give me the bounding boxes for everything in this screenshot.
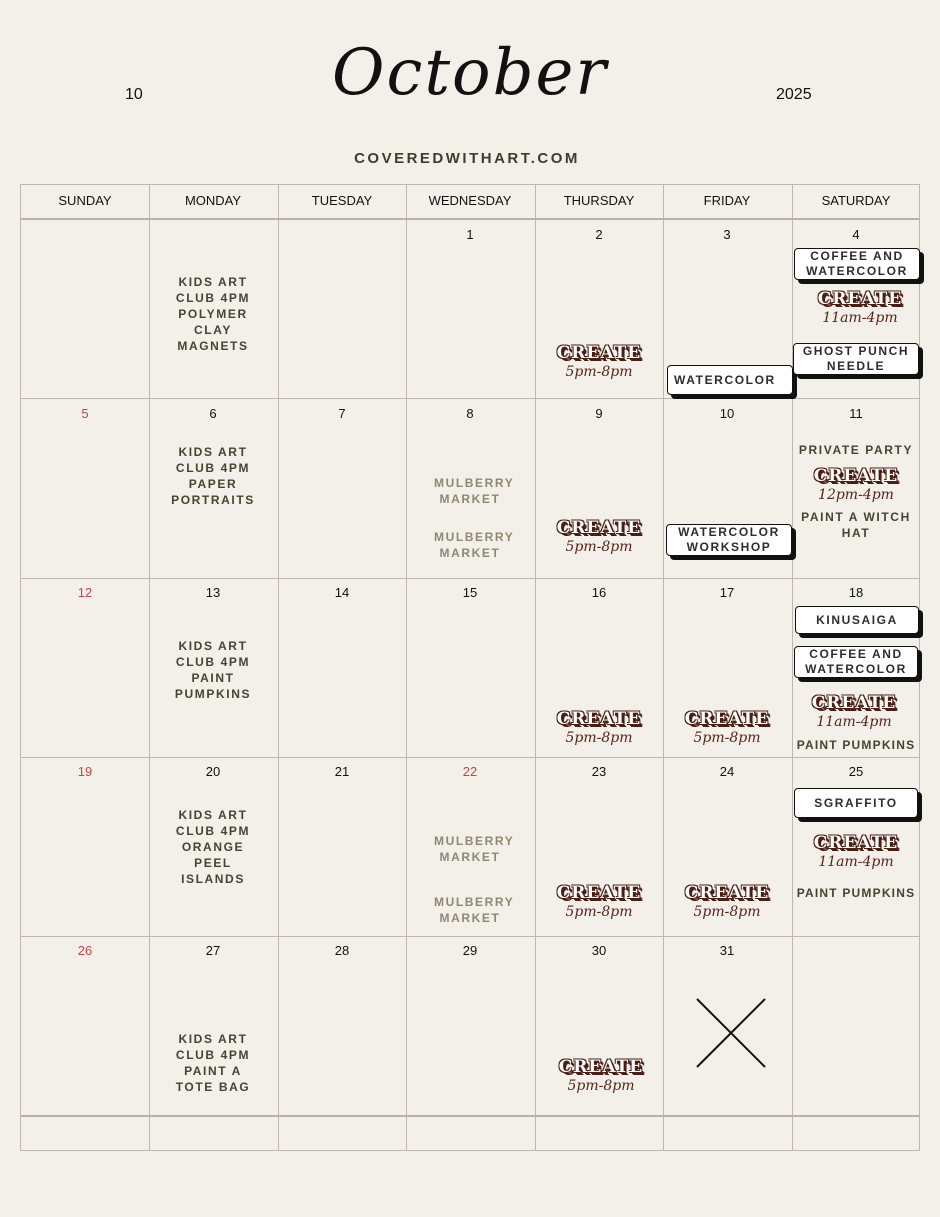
date-number: 4 bbox=[852, 227, 860, 242]
date-number: 8 bbox=[466, 406, 474, 421]
date-number: 1 bbox=[466, 227, 474, 242]
create-time: 12pm-4pm bbox=[818, 487, 894, 503]
grid-divider bbox=[21, 218, 919, 220]
create-label: CREATE bbox=[811, 693, 897, 713]
grid-divider bbox=[21, 1115, 919, 1117]
date-number: 15 bbox=[462, 585, 478, 600]
create-time: 11am-4pm bbox=[816, 714, 892, 730]
event-private-party: PRIVATE PARTY bbox=[798, 443, 914, 457]
event-kids-art-club: KIDS ART CLUB 4PM PAPER PORTRAITS bbox=[171, 445, 255, 507]
create-time: 11am-4pm bbox=[822, 310, 898, 326]
grid-divider bbox=[21, 398, 919, 399]
date-number: 26 bbox=[77, 943, 93, 958]
event-mulberry-market: MULBERRY MARKET bbox=[434, 476, 515, 506]
date-number: 3 bbox=[723, 227, 731, 242]
create-event bbox=[796, 289, 924, 327]
date-number: 5 bbox=[81, 406, 89, 421]
create-label: CREATE bbox=[558, 1057, 644, 1077]
event-paint-pumpkins: PAINT PUMPKINS bbox=[796, 738, 916, 752]
create-label: CREATE bbox=[813, 466, 899, 486]
date-number: 30 bbox=[591, 943, 607, 958]
date-number: 9 bbox=[595, 406, 603, 421]
event-watercolor: WATERCOLOR bbox=[667, 365, 793, 395]
date-number: 7 bbox=[338, 406, 346, 421]
create-label: CREATE bbox=[817, 289, 903, 309]
date-number: 10 bbox=[719, 406, 735, 421]
date-number: 21 bbox=[334, 764, 350, 779]
grid-divider bbox=[278, 185, 279, 1150]
create-label: CREATE bbox=[556, 343, 642, 363]
date-number: 28 bbox=[334, 943, 350, 958]
event-sgraffito: SGRAFFITO bbox=[794, 788, 918, 818]
date-number: 20 bbox=[205, 764, 221, 779]
date-number: 2 bbox=[595, 227, 603, 242]
date-number: 29 bbox=[462, 943, 478, 958]
create-time: 5pm-8pm bbox=[565, 364, 633, 380]
weekday-monday: MONDAY bbox=[184, 193, 242, 208]
event-paint-pumpkins: PAINT PUMPKINS bbox=[796, 886, 916, 900]
create-event bbox=[535, 343, 663, 381]
grid-divider bbox=[21, 578, 919, 579]
event-kids-art-club: KIDS ART CLUB 4PM PAINT PUMPKINS bbox=[174, 639, 252, 701]
weekday-saturday: SATURDAY bbox=[821, 193, 891, 208]
create-time: 5pm-8pm bbox=[565, 539, 633, 555]
event-kids-art-club: KIDS ART CLUB 4PM POLYMER CLAY MAGNETS bbox=[175, 275, 251, 353]
grid-divider bbox=[792, 185, 793, 1150]
date-number: 11 bbox=[849, 406, 863, 421]
grid-divider bbox=[663, 185, 664, 1150]
event-watercolor-workshop: WATERCOLOR WORKSHOP bbox=[666, 524, 792, 556]
grid-divider bbox=[21, 757, 919, 758]
event-mulberry-market: MULBERRY MARKET bbox=[434, 530, 515, 560]
event-ghost-punch-needle: GHOST PUNCH NEEDLE bbox=[793, 343, 919, 375]
create-time: 5pm-8pm bbox=[565, 904, 633, 920]
year: 2025 bbox=[776, 86, 812, 103]
weekday-wednesday: WEDNESDAY bbox=[428, 193, 512, 208]
weekday-sunday: SUNDAY bbox=[58, 193, 112, 208]
create-event bbox=[663, 709, 791, 747]
create-event bbox=[535, 518, 663, 556]
date-number: 14 bbox=[334, 585, 350, 600]
create-event bbox=[537, 1057, 665, 1095]
weekday-thursday: THURSDAY bbox=[563, 193, 635, 208]
event-kinusaiga: KINUSAIGA bbox=[795, 606, 919, 634]
event-kids-art-club: KIDS ART CLUB 4PM PAINT A TOTE BAG bbox=[175, 1032, 251, 1094]
event-coffee-watercolor: COFFEE AND WATERCOLOR bbox=[794, 646, 918, 678]
create-time: 5pm-8pm bbox=[693, 730, 761, 746]
create-label: CREATE bbox=[556, 518, 642, 538]
date-number: 31 bbox=[719, 943, 735, 958]
create-label: CREATE bbox=[684, 883, 770, 903]
create-label: CREATE bbox=[556, 883, 642, 903]
create-event bbox=[792, 833, 920, 871]
month-number: 10 bbox=[125, 86, 143, 103]
create-event bbox=[535, 709, 663, 747]
date-number: 19 bbox=[77, 764, 93, 779]
date-number: 13 bbox=[205, 585, 221, 600]
date-number: 27 bbox=[205, 943, 221, 958]
grid-divider bbox=[406, 185, 407, 1150]
create-event bbox=[790, 693, 918, 731]
event-paint-witch-hat: PAINT A WITCH HAT bbox=[801, 510, 911, 540]
create-time: 5pm-8pm bbox=[693, 904, 761, 920]
x-mark-icon bbox=[696, 998, 766, 1068]
create-time: 5pm-8pm bbox=[567, 1078, 635, 1094]
date-number: 25 bbox=[848, 764, 864, 779]
date-number: 12 bbox=[77, 585, 93, 600]
grid-divider bbox=[535, 185, 536, 1150]
create-time: 5pm-8pm bbox=[565, 730, 633, 746]
date-number: 6 bbox=[209, 406, 217, 421]
weekday-tuesday: TUESDAY bbox=[311, 193, 373, 208]
calendar-grid bbox=[20, 184, 920, 1151]
create-label: CREATE bbox=[556, 709, 642, 729]
event-coffee-watercolor: COFFEE AND WATERCOLOR bbox=[794, 248, 920, 280]
weekday-friday: FRIDAY bbox=[703, 193, 751, 208]
event-mulberry-market: MULBERRY MARKET bbox=[434, 834, 515, 864]
date-number: 18 bbox=[848, 585, 864, 600]
create-event bbox=[535, 883, 663, 921]
create-event bbox=[663, 883, 791, 921]
grid-divider bbox=[21, 936, 919, 937]
create-label: CREATE bbox=[813, 833, 899, 853]
website-link[interactable]: COVEREDWITHART.COM bbox=[354, 150, 580, 167]
create-event bbox=[792, 466, 920, 504]
event-mulberry-market: MULBERRY MARKET bbox=[434, 895, 515, 925]
month-title: October bbox=[332, 36, 608, 110]
create-time: 11am-4pm bbox=[818, 854, 894, 870]
date-number: 17 bbox=[719, 585, 735, 600]
date-number: 16 bbox=[591, 585, 607, 600]
create-label: CREATE bbox=[684, 709, 770, 729]
event-kids-art-club: KIDS ART CLUB 4PM ORANGE PEEL ISLANDS bbox=[175, 808, 251, 886]
date-number: 23 bbox=[591, 764, 607, 779]
date-number: 22 bbox=[462, 764, 478, 779]
date-number: 24 bbox=[719, 764, 735, 779]
